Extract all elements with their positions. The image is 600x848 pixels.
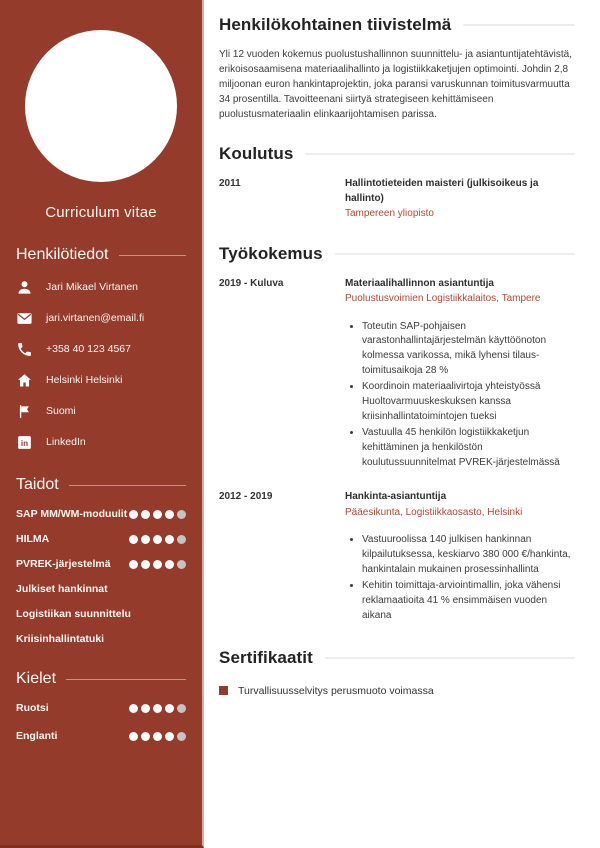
square-bullet-icon: [219, 686, 228, 695]
skill-label: PVREK-järjestelmä: [16, 558, 111, 570]
education-period: 2011: [219, 178, 241, 189]
person-icon: [16, 279, 33, 296]
summary-heading: [219, 15, 575, 35]
summary-section: [219, 15, 575, 122]
experience-organization: Puolustusvoimien Logistiikkalaitos, Tampere: [345, 293, 541, 304]
languages-heading-label: Kielet: [16, 670, 57, 687]
certificates-section: [219, 648, 575, 697]
experience-entry: [219, 490, 575, 625]
heading-rule: [69, 485, 186, 486]
contact-heading-label: Henkilötiedot: [16, 246, 109, 263]
skill-rating-dots: [129, 510, 186, 519]
skill-rating-dots: [129, 560, 186, 569]
experience-title: Materiaalihallinnon asiantuntija: [345, 277, 494, 289]
heading-rule: [119, 255, 187, 256]
skills-heading: [16, 476, 186, 494]
education-section: [219, 144, 575, 222]
skill-row: [16, 583, 186, 595]
contact-email[interactable]: jari.virtanen@email.fi: [46, 312, 145, 324]
skill-row: [16, 508, 186, 520]
heading-rule: [66, 679, 186, 680]
certificates-heading-label: Sertifikaatit: [219, 647, 313, 667]
languages-heading: [16, 670, 186, 688]
experience-bullet: • Kehitin toimittaja-arviointimallin, joka vähensi reklamaatioita 41 % ensimmäisen vuoden aikana: [362, 579, 575, 623]
experience-entry: [219, 277, 575, 473]
contact-name: Jari Mikael Virtanen: [46, 281, 139, 293]
main-content: [204, 0, 600, 848]
skills-section: [16, 476, 186, 645]
contact-phone: +358 40 123 4567: [46, 343, 131, 355]
heading-rule: [305, 153, 575, 155]
experience-period: 2012 - 2019: [219, 491, 273, 503]
certificate-item: [219, 685, 575, 697]
experience-bullet: • Koordinoin materiaalivirtoja yhteistyössä Huoltovarmuuskeskuksen kanssa kriisinhallintatoimintojen tueksi: [362, 380, 575, 424]
education-degree: Hallintotieteiden maisteri (julkisoikeus ja hallinto): [345, 178, 539, 204]
svg-text:in: in: [20, 438, 29, 448]
skill-label: Julkiset hankinnat: [16, 583, 108, 595]
language-row: [16, 702, 186, 714]
heading-rule: [335, 253, 575, 255]
linkedin-icon: [16, 434, 33, 451]
skill-label: Logistiikan suunnittelu: [16, 608, 131, 620]
certificate-text: Turvallisuusselvitys perusmuoto voimassa: [238, 684, 434, 697]
contact-row-email: [16, 309, 186, 327]
contact-row-country: [16, 402, 186, 420]
skill-label: HILMA: [16, 533, 50, 545]
summary-heading-label: Henkilökohtainen tiivistelmä: [219, 15, 452, 34]
experience-period: 2019 - Kuluva: [219, 277, 284, 289]
experience-bullets: [345, 533, 575, 623]
sidebar: [0, 0, 204, 848]
education-heading-label: Koulutus: [219, 144, 294, 163]
experience-section: [219, 244, 575, 626]
skill-rating-dots: [129, 535, 186, 544]
envelope-icon: [16, 310, 33, 327]
language-rating-dots: [129, 732, 186, 741]
experience-bullet: • Toteutin SAP-pohjaisen varastonhallintajärjestelmän käyttöönoton kolmessa varikossa, mikä lyhensi tilaus-toimitusaikoja 28 %: [362, 320, 575, 379]
phone-icon: [16, 341, 33, 358]
language-rating-dots: [129, 704, 186, 713]
certificates-heading: [219, 648, 575, 668]
skill-label: Kriisinhallintatuki: [16, 633, 105, 645]
contact-row-linkedin[interactable]: [16, 433, 186, 451]
education-heading: [219, 144, 575, 164]
cv-title: Curriculum vitae: [45, 204, 157, 221]
language-row: [16, 730, 186, 742]
summary-text: Yli 12 vuoden kokemus puolustushallinnon suunnittelu- ja asiantuntijatehtävistä, erikoisosaamisena materiaalihallinto ja logistiikkaketjujen optimointi. Johdin 2,8 miljoonan euron hankintaprojektin, joka paransi varuskunnan toimitusvarmuutta 34 prosentilla. Tavoitteenani siirtyä strategiseen kehittämiseen puolustusmateriaalin elinkaarijohtamisen parissa.: [219, 49, 573, 120]
contact-section: [16, 246, 186, 451]
skill-row: [16, 533, 186, 545]
heading-rule: [463, 24, 575, 26]
profile-photo-placeholder: [25, 30, 177, 182]
languages-section: [16, 670, 186, 742]
contact-row-name: [16, 278, 186, 296]
flag-icon: [16, 403, 33, 420]
skill-label: SAP MM/WM-moduulit: [16, 508, 128, 520]
contact-heading: [16, 246, 186, 264]
contact-row-city: [16, 371, 186, 389]
education-institution: Tampereen yliopisto: [345, 208, 434, 219]
education-entry: [219, 177, 575, 222]
experience-heading-label: Työkokemus: [219, 243, 323, 263]
skill-row: [16, 608, 186, 620]
contact-country: Suomi: [46, 405, 76, 417]
skill-row: [16, 558, 186, 570]
language-label: Ruotsi: [16, 702, 49, 714]
experience-bullet: • Vastuuroolissa 140 julkisen hankinnan kilpailutuksessa, keskiarvo 380 000 €/hankinta, hankintalain mukainen prosessinhallinta: [362, 533, 575, 577]
contact-row-phone: [16, 340, 186, 358]
experience-heading: [219, 244, 575, 264]
experience-title: Hankinta-asiantuntija: [345, 491, 447, 503]
contact-city: Helsinki Helsinki: [46, 374, 123, 386]
experience-bullets: [345, 320, 575, 471]
home-icon: [16, 372, 33, 389]
skills-heading-label: Taidot: [16, 476, 59, 493]
contact-linkedin[interactable]: LinkedIn: [46, 436, 86, 448]
experience-bullet: • Vastuulla 45 henkilön logistiikkaketjun kehittäminen ja henkilöstön koulutussuunnitelmat PVREK-järjestelmässä: [362, 426, 575, 470]
language-label: Englanti: [16, 730, 58, 742]
skill-row: [16, 633, 186, 645]
heading-rule: [325, 657, 575, 659]
experience-organization: Pääesikunta, Logistiikkaosasto, Helsinki: [345, 506, 523, 518]
